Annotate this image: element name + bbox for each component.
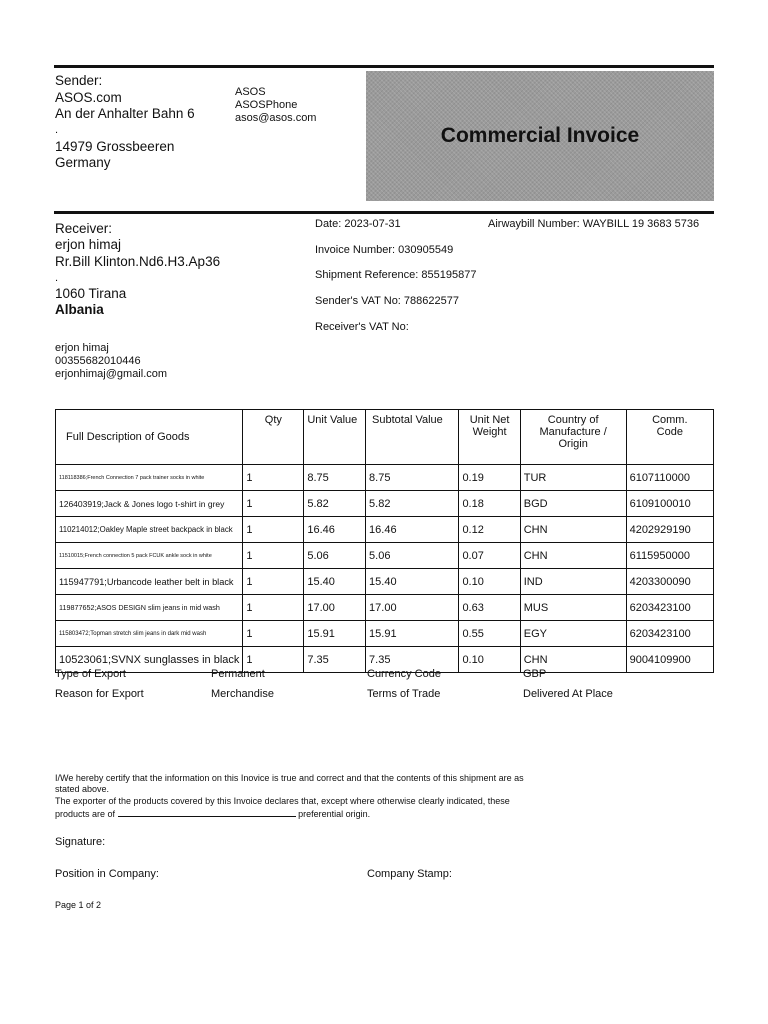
header-description: Full Description of Goods (56, 410, 243, 465)
origin-prefix: products are of (55, 809, 116, 819)
header-unit-net-line2: Weight (472, 426, 507, 438)
top-rule (54, 65, 714, 68)
terms-of-trade-value: Delivered At Place (523, 688, 613, 700)
row-subtotal: 8.75 (366, 465, 459, 491)
signature-label: Signature: (55, 836, 106, 848)
row-comm-code: 6107110000 (626, 465, 713, 491)
certification-line-2: stated above. (55, 784, 110, 794)
row-comm-code: 6203423100 (626, 621, 713, 647)
row-description: 119877652;ASOS DESIGN slim jeans in mid wash (56, 595, 243, 621)
row-subtotal: 15.40 (366, 569, 459, 595)
row-unit-value: 5.82 (304, 491, 366, 517)
row-qty: 1 (243, 543, 304, 569)
row-unit-value: 5.06 (304, 543, 366, 569)
sender-label: Sender: (55, 73, 103, 88)
origin-blank-line (118, 807, 296, 817)
position-in-company-label: Position in Company: (55, 868, 159, 880)
header-qty: Qty (243, 410, 304, 465)
row-weight: 0.63 (459, 595, 520, 621)
row-qty: 1 (243, 569, 304, 595)
sender-contact-email: asos@asos.com (235, 112, 317, 124)
row-description: 110214012;Oakley Maple street backpack in black (56, 517, 243, 543)
receiver-country: Albania (55, 302, 104, 317)
receiver-name: erjon himaj (55, 237, 122, 252)
row-comm-code: 4202929190 (626, 517, 713, 543)
row-weight: 0.10 (459, 569, 520, 595)
terms-of-trade-label: Terms of Trade (367, 688, 441, 700)
row-description: 10523061;SVNX sunglasses in black (56, 647, 243, 673)
sender-city: 14979 Grossbeeren (55, 139, 175, 154)
row-subtotal: 7.35 (366, 647, 459, 673)
row-comm-code: 6203423100 (626, 595, 713, 621)
airwaybill-number: Airwaybill Number: WAYBILL 19 3683 5736 (488, 218, 700, 230)
row-description: 126403919;Jack & Jones logo t-shirt in grey (56, 491, 243, 517)
receiver-contact-name: erjon himaj (55, 342, 109, 354)
sender-name: ASOS.com (55, 90, 122, 105)
row-weight: 0.19 (459, 465, 520, 491)
row-qty: 1 (243, 595, 304, 621)
header-unit-value: Unit Value (304, 410, 366, 465)
invoice-title: Commercial Invoice (440, 124, 640, 147)
certification-line-1: I/We hereby certify that the information on this Inovice is true and correct and that the contents of this shipment are as (55, 773, 524, 783)
header-comm-code (626, 410, 713, 465)
invoice-number: Invoice Number: 030905549 (315, 244, 454, 256)
row-qty: 1 (243, 647, 304, 673)
row-weight: 0.07 (459, 543, 520, 569)
row-comm-code: 4203300090 (626, 569, 713, 595)
header-unit-net-weight (459, 410, 520, 465)
row-subtotal: 15.91 (366, 621, 459, 647)
row-comm-code: 6109100010 (626, 491, 713, 517)
goods-table (55, 409, 714, 673)
currency-code-label: Currency Code (367, 668, 441, 680)
row-description: 118118386;French Connection 7 pack trainer socks in white (56, 465, 243, 491)
row-qty: 1 (243, 621, 304, 647)
receiver-street: Rr.Bill Klinton.Nd6.H3.Ap36 (55, 254, 221, 269)
header-country-line1: Country of (547, 414, 599, 426)
row-country: EGY (520, 621, 626, 647)
receiver-contact-email: erjonhimaj@gmail.com (55, 368, 168, 380)
table-row (56, 465, 714, 491)
row-qty: 1 (243, 517, 304, 543)
row-country: IND (520, 569, 626, 595)
reason-for-export-value: Merchandise (211, 688, 274, 700)
row-description: 115947791;Urbancode leather belt in black (56, 569, 243, 595)
row-unit-value: 8.75 (304, 465, 366, 491)
header-comm-line2: Code (656, 426, 683, 438)
row-subtotal: 5.06 (366, 543, 459, 569)
receiver-city: 1060 Tirana (55, 286, 127, 301)
row-country: CHN (520, 647, 626, 673)
table-row (56, 491, 714, 517)
sender-street: An der Anhalter Bahn 6 (55, 106, 195, 121)
sender-contact-name: ASOS (235, 86, 266, 98)
header-country-line2: Manufacture / (539, 426, 607, 438)
certification-line-3: The exporter of the products covered by this Invoice declares that, except where otherwise clearly indicated, these (55, 796, 510, 806)
origin-suffix: preferential origin. (298, 809, 371, 819)
sender-contact-phone: ASOSPhone (235, 99, 298, 111)
table-row (56, 517, 714, 543)
header-comm-line1: Comm. (652, 414, 688, 426)
row-unit-value: 17.00 (304, 595, 366, 621)
receiver-address-dot: . (55, 272, 59, 284)
row-subtotal: 5.82 (366, 491, 459, 517)
row-description: 115803472;Topman stretch slim jeans in dark mid wash (56, 621, 243, 647)
row-country: MUS (520, 595, 626, 621)
receiver-vat: Receiver's VAT No: (315, 321, 409, 333)
sender-country: Germany (55, 155, 111, 170)
goods-table-header (56, 410, 714, 465)
row-subtotal: 17.00 (366, 595, 459, 621)
table-row (56, 621, 714, 647)
row-weight: 0.55 (459, 621, 520, 647)
header-unit-net-line1: Unit Net (469, 414, 510, 426)
row-unit-value: 16.46 (304, 517, 366, 543)
currency-code-value: GBP (523, 668, 547, 680)
row-country: BGD (520, 491, 626, 517)
row-unit-value: 15.91 (304, 621, 366, 647)
page-number: Page 1 of 2 (55, 900, 102, 910)
certification-line-4 (55, 807, 575, 821)
row-unit-value: 15.40 (304, 569, 366, 595)
row-weight: 0.12 (459, 517, 520, 543)
row-description: 11510015;French connection 5 pack FCUK ankle sock in white (56, 543, 243, 569)
invoice-title-box (366, 71, 714, 201)
company-stamp-label: Company Stamp: (367, 868, 452, 880)
sender-vat: Sender's VAT No: 788622577 (315, 295, 459, 307)
type-of-export-value: Permanent (211, 668, 265, 680)
row-subtotal: 16.46 (366, 517, 459, 543)
row-qty: 1 (243, 491, 304, 517)
row-unit-value: 7.35 (304, 647, 366, 673)
receiver-label: Receiver: (55, 221, 113, 236)
row-country: CHN (520, 517, 626, 543)
table-row (56, 569, 714, 595)
invoice-date: Date: 2023-07-31 (315, 218, 401, 230)
header-subtotal: Subtotal Value (366, 410, 459, 465)
type-of-export-label: Type of Export (55, 668, 126, 680)
row-qty: 1 (243, 465, 304, 491)
table-row (56, 543, 714, 569)
row-country: TUR (520, 465, 626, 491)
section-rule (54, 211, 714, 214)
row-weight: 0.18 (459, 491, 520, 517)
header-country-line3: Origin (558, 438, 588, 450)
header-country (520, 410, 626, 465)
shipment-reference: Shipment Reference: 855195877 (315, 269, 477, 281)
row-weight: 0.10 (459, 647, 520, 673)
table-row (56, 595, 714, 621)
receiver-contact-phone: 00355682010446 (55, 355, 141, 367)
row-comm-code: 6115950000 (626, 543, 713, 569)
sender-address-dot: . (55, 124, 59, 136)
row-country: CHN (520, 543, 626, 569)
row-comm-code: 9004109900 (626, 647, 713, 673)
reason-for-export-label: Reason for Export (55, 688, 144, 700)
